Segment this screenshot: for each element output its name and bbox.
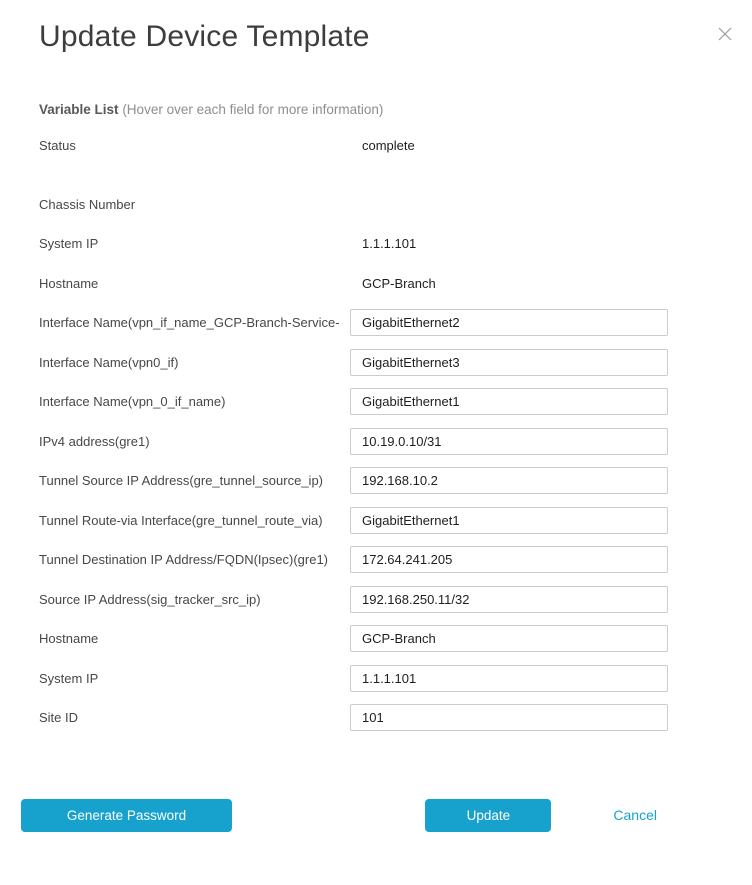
close-button[interactable]: [717, 26, 733, 42]
status-value: complete: [362, 138, 415, 154]
tunnel-destination-input[interactable]: [350, 546, 668, 573]
row-tunnel-destination: [39, 540, 752, 580]
status-label: Status: [39, 138, 76, 154]
sig-tracker-src-ip-label: Source IP Address(sig_tracker_src_ip): [39, 591, 261, 607]
site-id-input[interactable]: [350, 704, 668, 731]
variable-list-label: Variable List: [39, 102, 119, 117]
variable-form: [39, 126, 752, 738]
interface-name-vpn-0-if-name-label: Interface Name(vpn_0_if_name): [39, 394, 226, 410]
interface-name-vpn0-if-label: Interface Name(vpn0_if): [39, 354, 179, 370]
hostname-input[interactable]: [350, 625, 668, 652]
interface-name-service-label: Interface Name(vpn_if_name_GCP-Branch-Service-: [39, 315, 340, 331]
row-system-ip: [39, 659, 752, 699]
interface-name-service-input[interactable]: [350, 309, 668, 336]
variable-list-heading: [39, 102, 752, 117]
row-status: [39, 126, 752, 166]
row-tunnel-source-ip: [39, 461, 752, 501]
row-system-ip-static: [39, 224, 752, 264]
chassis-number-label: Chassis Number: [39, 196, 136, 212]
row-interface-name-vpn-0-if-name: [39, 382, 752, 422]
hostname-label: Hostname: [39, 631, 99, 647]
row-site-id: [39, 698, 752, 738]
modal-footer: [0, 799, 752, 832]
system-ip-input[interactable]: [350, 665, 668, 692]
row-spacer: [39, 166, 752, 185]
row-sig-tracker-src-ip: [39, 580, 752, 620]
row-hostname: [39, 619, 752, 659]
tunnel-source-ip-label: Tunnel Source IP Address(gre_tunnel_source_ip): [39, 473, 324, 489]
variable-list-hint: (Hover over each field for more information): [122, 102, 384, 117]
row-hostname-static: [39, 264, 752, 304]
sig-tracker-src-ip-input[interactable]: [350, 586, 668, 613]
close-icon: [718, 27, 732, 41]
hostname-static-label: Hostname: [39, 275, 99, 291]
system-ip-static-label: System IP: [39, 236, 99, 252]
ipv4-address-gre1-label: IPv4 address(gre1): [39, 433, 150, 449]
hostname-static-value: GCP-Branch: [362, 275, 436, 291]
interface-name-vpn-0-if-name-input[interactable]: [350, 388, 668, 415]
row-interface-name-vpn0-if: [39, 343, 752, 383]
site-id-label: Site ID: [39, 710, 79, 726]
system-ip-static-value: 1.1.1.101: [362, 236, 417, 252]
cancel-link[interactable]: Cancel: [607, 806, 663, 824]
generate-password-button[interactable]: Generate Password: [21, 799, 232, 832]
tunnel-destination-label: Tunnel Destination IP Address/FQDN(Ipsec)(gre1): [39, 552, 329, 568]
modal-title: Update Device Template: [39, 20, 370, 53]
interface-name-vpn0-if-input[interactable]: [350, 349, 668, 376]
row-interface-name-service: [39, 303, 752, 343]
row-chassis-number: [39, 185, 752, 225]
tunnel-route-via-label: Tunnel Route-via Interface(gre_tunnel_route_via): [39, 512, 323, 528]
tunnel-route-via-input[interactable]: [350, 507, 668, 534]
ipv4-address-gre1-input[interactable]: [350, 428, 668, 455]
tunnel-source-ip-input[interactable]: [350, 467, 668, 494]
row-tunnel-route-via: [39, 501, 752, 541]
update-button[interactable]: Update: [425, 799, 551, 832]
system-ip-label: System IP: [39, 670, 99, 686]
row-ipv4-address-gre1: [39, 422, 752, 462]
